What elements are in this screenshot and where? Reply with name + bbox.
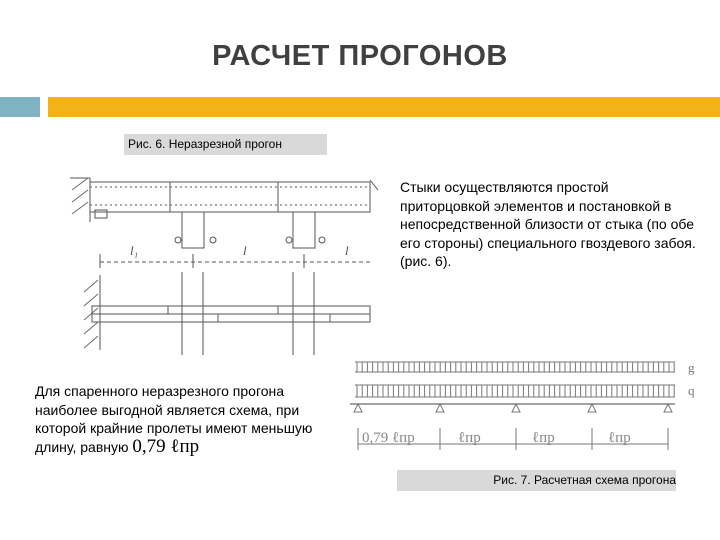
load-label-g: g [688,360,695,375]
load-label-q: q [688,383,695,398]
left-paragraph-formula: 0,79 ℓпр [132,435,200,457]
span-label-2: ℓпр [532,430,555,446]
figure1-label-l1: l₁ [130,243,139,258]
figure2-caption: Рис. 7. Расчетная схема прогона [397,470,676,491]
right-paragraph: Стыки осуществляются простой приторцовкой элементов и постановкой в непосредственной близости от стыка (по обе его стороны) специального гвоздевого забоя. (рис. 6). [400,179,696,270]
figure1-label-l3: l [345,243,349,258]
span-label-end-left: 0,79 ℓпр [362,430,415,446]
figure1-caption: Рис. 6. Неразрезной прогон [124,134,327,155]
span-label-1: ℓпр [458,430,481,446]
figure1-label-l2: l [243,243,247,258]
span-label-3: ℓпр [608,430,631,446]
left-paragraph-body: Для спаренного неразрезного прогона наиболее выгодной является схема, при которой крайние пролеты имеют меньшую длину, равную [35,383,313,455]
slide-title: РАСЧЕТ ПРОГОНОВ [212,40,508,72]
